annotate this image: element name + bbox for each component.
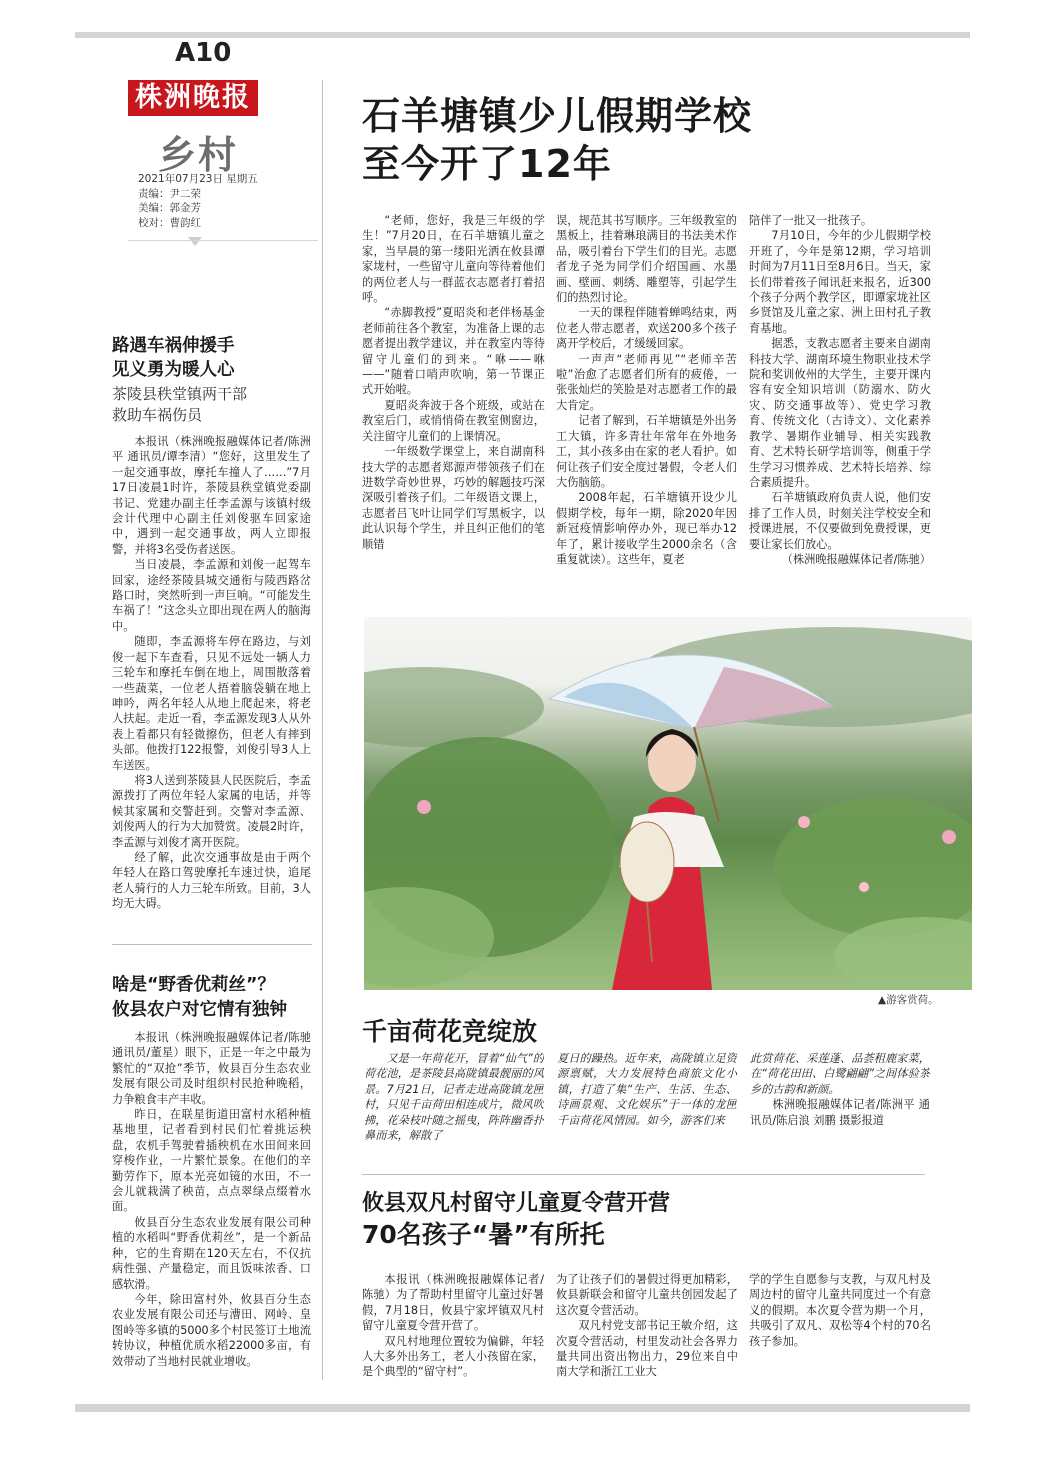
main-headline-line1: 石羊塘镇少儿假期学校: [362, 94, 753, 138]
paragraph: “赤脚教授”夏昭炎和老伴杨基金老师前往各个教室，为准备上课的志愿者提出教学建议，并在教室内等待留守儿童们的到来。“咻——咻——”随着口哨声吹响，第一节课正式开始啦。: [362, 306, 545, 397]
paragraph: 攸县百分生态农业发展有限公司种植的水稻叫“野香优莉丝”，是一个新品种，它的生育期在120天左右，不仅抗病性强、产量稳定，而且饭味浓香、口感软滑。: [112, 1215, 311, 1291]
main-article-col1: [362, 213, 545, 606]
paragraph: 经了解，此次交通事故是由于两个年轻人在路口驾驶摩托车速过快，追尾老人骑行的人力三轮车所致。目前，3人均无大碍。: [112, 850, 311, 911]
page-number: A10: [175, 38, 232, 68]
paragraph: 据悉，支教志愿者主要来自湖南科技大学、湖南环境生物职业技术学院和奖训攸州的大学生，主要开课内容有安全知识培训（防溺水、防火灾、防交通事故等）、党史学习教育、传统文化（古诗文）、文化素养教学、暑期作业辅导、相关实践教育、艺术特长研学培训等，侧重于学生学习习惯养成、艺术特长培养、综合素质提升。: [749, 337, 931, 489]
paragraph: 一声声“老师再见”“老师辛苦啦”治愈了志愿者们所有的疲倦，一张张灿烂的笑脸是对志愿者工作的最大肯定。: [556, 352, 737, 412]
main-headline-line2: 至今开了12年: [362, 142, 612, 186]
proofreader-credit: 校对：曹韵红: [138, 216, 201, 229]
paragraph: 记者了解到，石羊塘镇是外出务工大镇，许多青壮年常年在外地务工，其小孩多由在家的老人看护。如何让孩子们安全度过暑假，令老人们大伤脑筋。: [556, 414, 737, 489]
summer-col2: [556, 1272, 738, 1382]
paragraph: 双凡村地理位置较为偏僻，年轻人大多外出务工，老人小孩留在家，是个典型的“留守村”。: [362, 1334, 544, 1379]
paragraph: 为了让孩子们的暑假过得更加精彩，攸县新联会和留守儿童共创园发起了这次夏令营活动。: [556, 1273, 738, 1317]
lotus-headline: 千亩荷花竞绽放: [362, 1017, 538, 1046]
paragraph: 双凡村党支部书记王敏介绍，这次夏令营活动，村里发动社会各界力量共同出资出物出力，29位来自中南大学和浙江工业大: [556, 1319, 738, 1379]
article-credit: （株洲晚报融媒体记者/陈驰）: [781, 552, 931, 566]
sidebar2-headline-line2: 攸县农户对它情有独钟: [112, 1000, 287, 1020]
edition-meta: [138, 172, 258, 230]
paragraph: 一年级数学课堂上，来自湖南科技大学的志愿者郑源声带领孩子们在进数学奇妙世界，巧妙的解题技巧深深吸引着孩子们。二年级语文课上，志愿者吕飞叶让同学们写黑板字，以此认识每个学生，并且纠正他们的笔顺错: [362, 445, 545, 551]
meta-underline: [128, 240, 318, 241]
paragraph: 本报讯（株洲晚报融媒体记者/陈驰 通讯员/董星）眼下，正是一年之中最为繁忙的“双抢”季节，攸县百分生态农业发展有限公司及时组织村民抢种晚稻，力争粮食丰产丰收。: [112, 1031, 311, 1106]
lotus-photo: [364, 617, 972, 990]
sidebar1-headline-line2: 见义勇为暖人心: [112, 360, 235, 380]
lotus-col1: [364, 1051, 544, 1161]
summer-camp-headline: [362, 1188, 670, 1250]
paragraph: 夏昭炎奔波于各个班级，或站在教室后门，或悄悄倚在教室侧窗边，关注留守儿童们的上课情况。: [362, 398, 545, 443]
paragraph: 昨日，在联星街道田富村水稻种植基地里，记者看到村民们忙着挑运秧盘，农机手驾驶着插秧机在水田间来回穿梭作业，一片繁忙景象。在他们的辛勤劳作下，原本光亮如镜的水田，不一会儿就栽满了秧苗，点点翠绿点缀着水面。: [112, 1108, 311, 1214]
sidebar1-headline-line1: 路遇车祸伸援手: [112, 336, 235, 356]
paragraph: 当日凌晨，李孟源和刘俊一起驾车回家，途经茶陵县城交通衔与陵西路岔路口时，突然听到一声巨响。“可能发生车祸了！”这念头立即出现在两人的脑海中。: [112, 558, 311, 633]
sidebar2-body: [112, 1030, 311, 1380]
summer-col3: [749, 1272, 931, 1382]
sidebar1-subheadline-line1: 茶陵县秩堂镇两干部: [112, 385, 248, 403]
section-separator: [362, 1174, 925, 1175]
section-title: 乡村: [158, 132, 239, 177]
designer-credit: 美编：郭金芳: [138, 202, 201, 214]
paragraph: 本报讯（株洲晚报融媒体记者/陈驰）为了帮助村里留守儿童过好暑假，7月18日，攸县宁家坪镇双凡村留守儿童夏令营开营了。: [362, 1273, 544, 1333]
paragraph: 一天的课程伴随着蝉鸣结束，两位老人带志愿者，欢送200多个孩子离开学校后，才缓缓回家。: [556, 306, 737, 351]
paragraph: “老师，您好，我是三年级的学生！”7月20日，在石羊塘镇儿童之家，当早晨的第一缕阳光洒在攸县谭家垅村，一些留守儿童向等待着他们的两位老人与一群蓝衣志愿者打着招呼。: [362, 214, 545, 305]
sidebar-divider: [322, 80, 323, 1380]
paragraph: 陪伴了一批又一批孩子。: [749, 214, 873, 227]
paragraph: 此赏荷花、采莲蓬、品荟租鹿家菜，在“荷花田田、白鹭翩翩”之间体验茶乡的古韵和新颜。: [750, 1052, 930, 1096]
lotus-col2: [557, 1051, 737, 1161]
main-article-col3: [749, 213, 931, 606]
paragraph: 将3人送到茶陵县人民医院后，李孟源拨打了两位年轻人家属的电话，并等候其家属和交警赶到。交警对李孟源、刘俊两人的行为大加赞赏。凌晨2时许，李孟源与刘俊才离开医院。: [112, 773, 311, 849]
newspaper-masthead: 株洲晚报: [128, 80, 258, 116]
sidebar-separator: [112, 944, 312, 945]
paragraph: 学的学生自愿参与支教，与双凡村及周边村的留守儿童共同度过一个有意义的假期。本次夏令营为期一个月，共吸引了双凡、双松等4个村的70名孩子参加。: [749, 1273, 931, 1348]
lotus-col3: [750, 1051, 930, 1161]
paragraph: 夏日的躁热。近年来，高陇镇立足资源禀赋，大力发展特色商旅文化小镇，打造了集“生产、生活、生态、诗画景观、文化娱乐”于一体的龙匣千亩荷花风情园。如今，游客们来: [557, 1052, 737, 1127]
paragraph: 误，规范其书写顺序。三年级教室的黑板上，挂着琳琅满目的书法美术作品，吸引着台下学生们的目光。志愿者龙子尧为同学们介绍国画、水墨画、壁画、刺绣、雕塑等，引起学生们的热烈讨论。: [556, 214, 737, 305]
sidebar1-subheadline-line2: 救助车祸伤员: [112, 406, 203, 424]
summer-col1: [362, 1272, 544, 1382]
paragraph: 2008年起，石羊塘镇开设少儿假期学校，每年一期，除2020年因新冠疫情影响停办外，现已举办12年了，累计接收学生2000余名（含重复就读）。这些年，夏老: [556, 491, 737, 566]
main-headline: [362, 92, 752, 188]
paragraph: 随即，李孟源将车停在路边，与刘俊一起下车查看，只见不远处一辆人力三轮车和摩托车倒在地上，周围散落着一些蔬菜，一位老人捂着脑袋躺在地上呻吟，两名年轻人从地上爬起来，将老人扶起。走近一看，李孟源发现3人从外表上看都只有轻微擦伤，但老人有摔到头部。他拨打122报警，刘俊引导3人上车送医。: [112, 635, 311, 772]
summer-camp-headline-line1: 攸县双凡村留守儿童夏令营开营: [362, 1191, 671, 1216]
photo-illustration: [364, 617, 972, 990]
paragraph: 今年，除田富村外，攸县百分生态农业发展有限公司还与漕田、网岭、皇图岭等多镇的5000多个村民签订土地流转协议，种植优质水稻22000多亩，有效带动了当地村民就业增收。: [112, 1292, 311, 1368]
paragraph: 本报讯（株洲晚报融媒体记者/陈洲平 通讯员/谭李清）“您好，这里发生了一起交通事故，摩托车撞人了……”7月17日凌晨1时许，茶陵县秩堂镇党委副书记、党建办副主任李孟源与该镇村级会计代理中心副主任刘俊驱车回家途中，遇到一起交通事故，两人立即报警，并将3名受伤者送医。: [112, 435, 311, 556]
article-credit: 株洲晚报融媒体记者/陈洲平 通讯员/陈启浪 刘鹏 摄影报道: [750, 1098, 930, 1127]
main-article-col2: [556, 213, 737, 606]
editor-credit: 责编：尹二荣: [138, 187, 201, 200]
sidebar1-body: [112, 434, 311, 932]
photo-caption: ▲游客赏荷。: [878, 994, 939, 1006]
paragraph: 7月10日，今年的少儿假期学校开班了，今年是第12期，学习培训时间为7月11日至8月6日。当天，家长们带着孩子闻讯赶来报名，近300个孩子分两个教学区，即谭家垅社区乡贤馆及儿童之家、洲上田村孔子教育基地。: [749, 229, 931, 335]
bottom-rule: [75, 1404, 970, 1412]
edition-date: 2021年07月23日 星期五: [138, 173, 258, 185]
paragraph: 石羊塘镇政府负责人说，他们安排了工作人员，时刻关注学校安全和授课进展，不仅要做到免费授课，更要让家长们放心。: [749, 491, 931, 551]
summer-camp-headline-line2: 70名孩子“暑”有所托: [362, 1220, 605, 1249]
meta-pointer-shape: [188, 237, 202, 246]
paragraph: 又是一年荷花开，冒着“仙气”的荷花池，是茶陵县高陇镇最靓丽的风景。7月21日，记者走进高陇镇龙匣村，只见千亩荷田相连成片，微风吹拂，花朵枝叶随之摇曳，阵阵幽香扑鼻而来，解散了: [364, 1052, 544, 1143]
sidebar2-headline-line1: 啥是“野香优莉丝”？: [112, 975, 276, 995]
